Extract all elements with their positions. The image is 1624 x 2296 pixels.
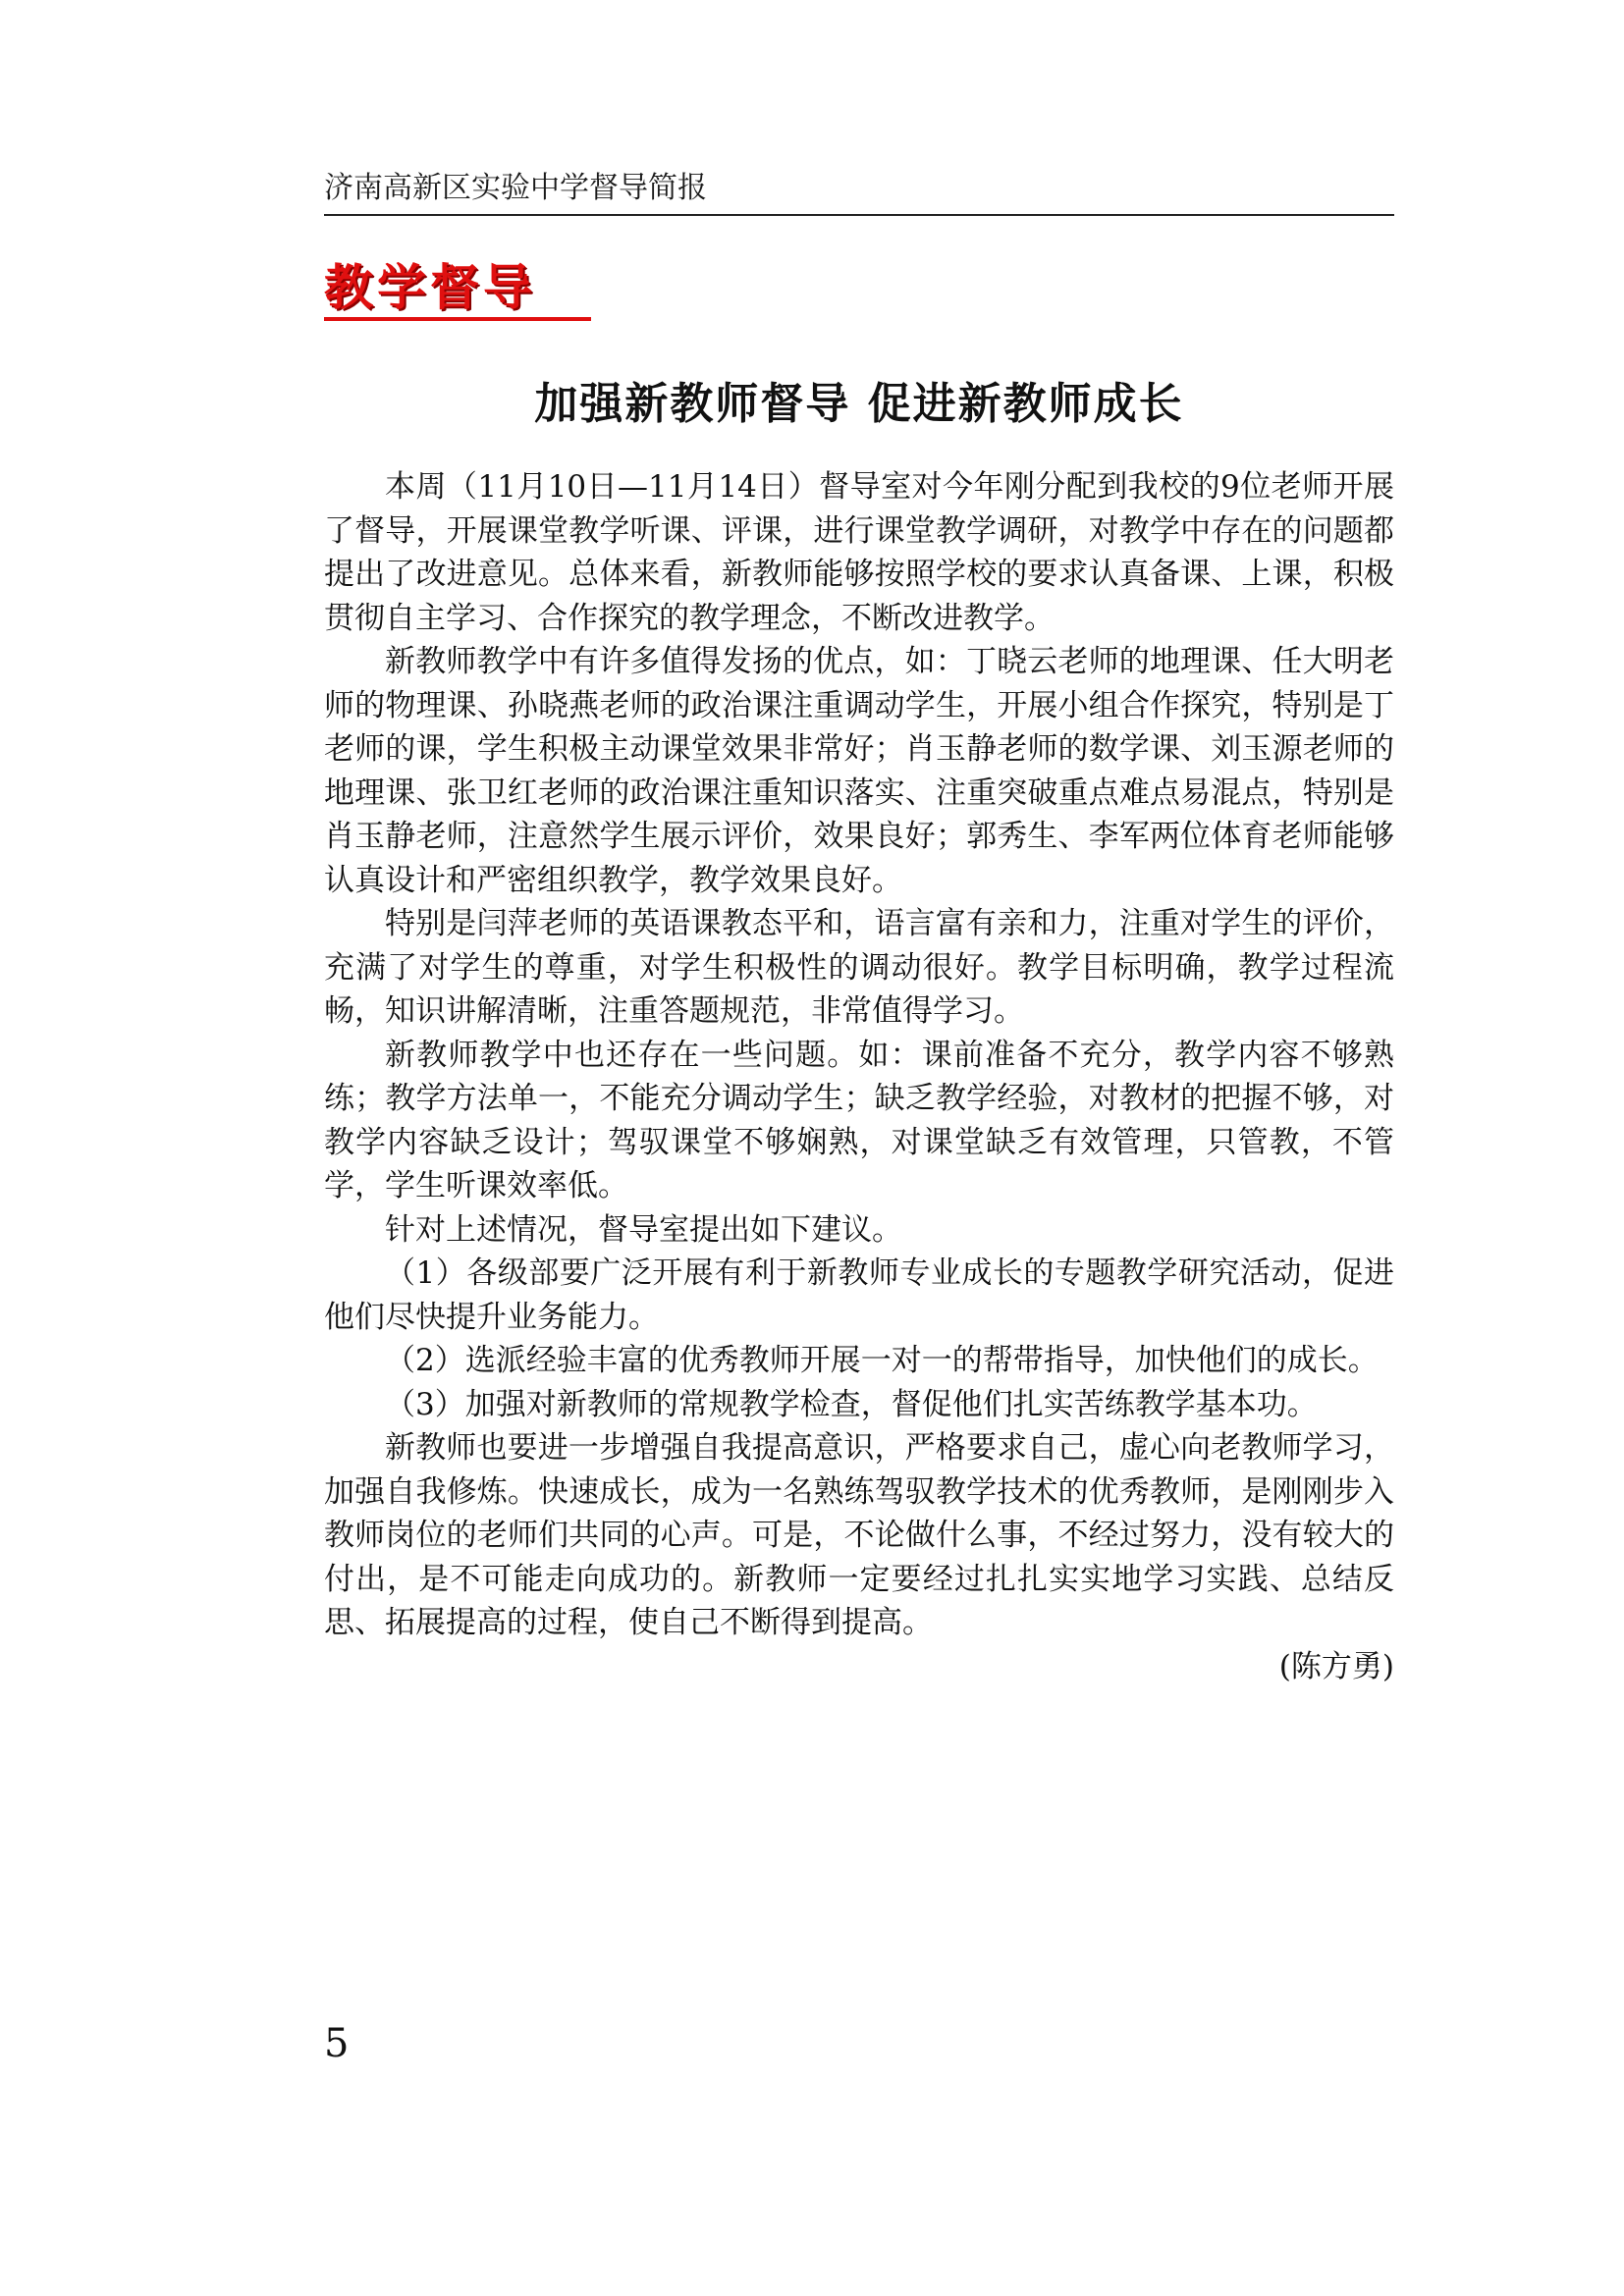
article-paragraph: 特别是闫萍老师的英语课教态平和，语言富有亲和力，注重对学生的评价，充满了对学生的尊重，对学生积极性的调动很好。教学目标明确，教学过程流畅，知识讲解清晰，注重答题规范，非常值得学习。 [324, 906, 1394, 1029]
section-title-underline [324, 317, 591, 321]
article-paragraph: （3）加强对新教师的常规教学检查，督促他们扎实苦练教学基本功。 [385, 1386, 1318, 1422]
page-number: 5 [324, 2021, 350, 2066]
section-title: 教学督导 [324, 259, 536, 316]
article-paragraph: 新教师也要进一步增强自我提高意识，严格要求自己，虚心向老教师学习，加强自我修炼。快速成长，成为一名熟练驾驭教学技术的优秀教师，是刚刚步入教师岗位的老师们共同的心声。可是，不论做什么事，不经过努力，没有较大的付出，是不可能走向成功的。新教师一定要经过扎扎实实地学习实践、总结反思、拓展提高的过程，使自己不断得到提高。 [324, 1430, 1394, 1640]
header-rule [324, 214, 1394, 216]
article-body [324, 465, 1394, 1688]
article-paragraph: 针对上述情况，督导室提出如下建议。 [385, 1211, 902, 1248]
article-paragraph: 新教师教学中有许多值得发扬的优点，如：丁晓云老师的地理课、任大明老师的物理课、孙晓燕老师的政治课注重调动学生，开展小组合作探究，特别是丁老师的课，学生积极主动课堂效果非常好；肖玉静老师的数学课、刘玉源老师的地理课、张卫红老师的政治课注重知识落实、注重突破重点难点易混点，特别是肖玉静老师，注意然学生展示评价，效果良好；郭秀生、李军两位体育老师能够认真设计和严密组织教学，教学效果良好。 [324, 644, 1394, 898]
article-paragraph: （2）选派经验丰富的优秀教师开展一对一的帮带指导，加快他们的成长。 [385, 1343, 1379, 1378]
article-author: (陈方勇) [1278, 1648, 1394, 1684]
running-header: 济南高新区实验中学督导简报 [324, 171, 707, 205]
article-paragraph: 新教师教学中也还存在一些问题。如：课前准备不充分，教学内容不够熟练；教学方法单一，不能充分调动学生；缺乏教学经验，对教材的把握不够，对教学内容缺乏设计；驾驭课堂不够娴熟，对课堂缺乏有效管理，只管教，不管学，学生听课效率低。 [324, 1037, 1394, 1203]
article-title: 加强新教师督导 促进新教师成长 [534, 379, 1184, 429]
article-paragraph: （1）各级部要广泛开展有利于新教师专业成长的专题教学研究活动，促进他们尽快提升业务能力。 [324, 1255, 1394, 1335]
article-paragraph: 本周（11月10日—11月14日）督导室对今年刚分配到我校的9位老师开展了督导，开展课堂教学听课、评课，进行课堂教学调研，对教学中存在的问题都提出了改进意见。总体来看，新教师能够按照学校的要求认真备课、上课，积极贯彻自主学习、合作探究的教学理念，不断改进教学。 [324, 469, 1394, 636]
